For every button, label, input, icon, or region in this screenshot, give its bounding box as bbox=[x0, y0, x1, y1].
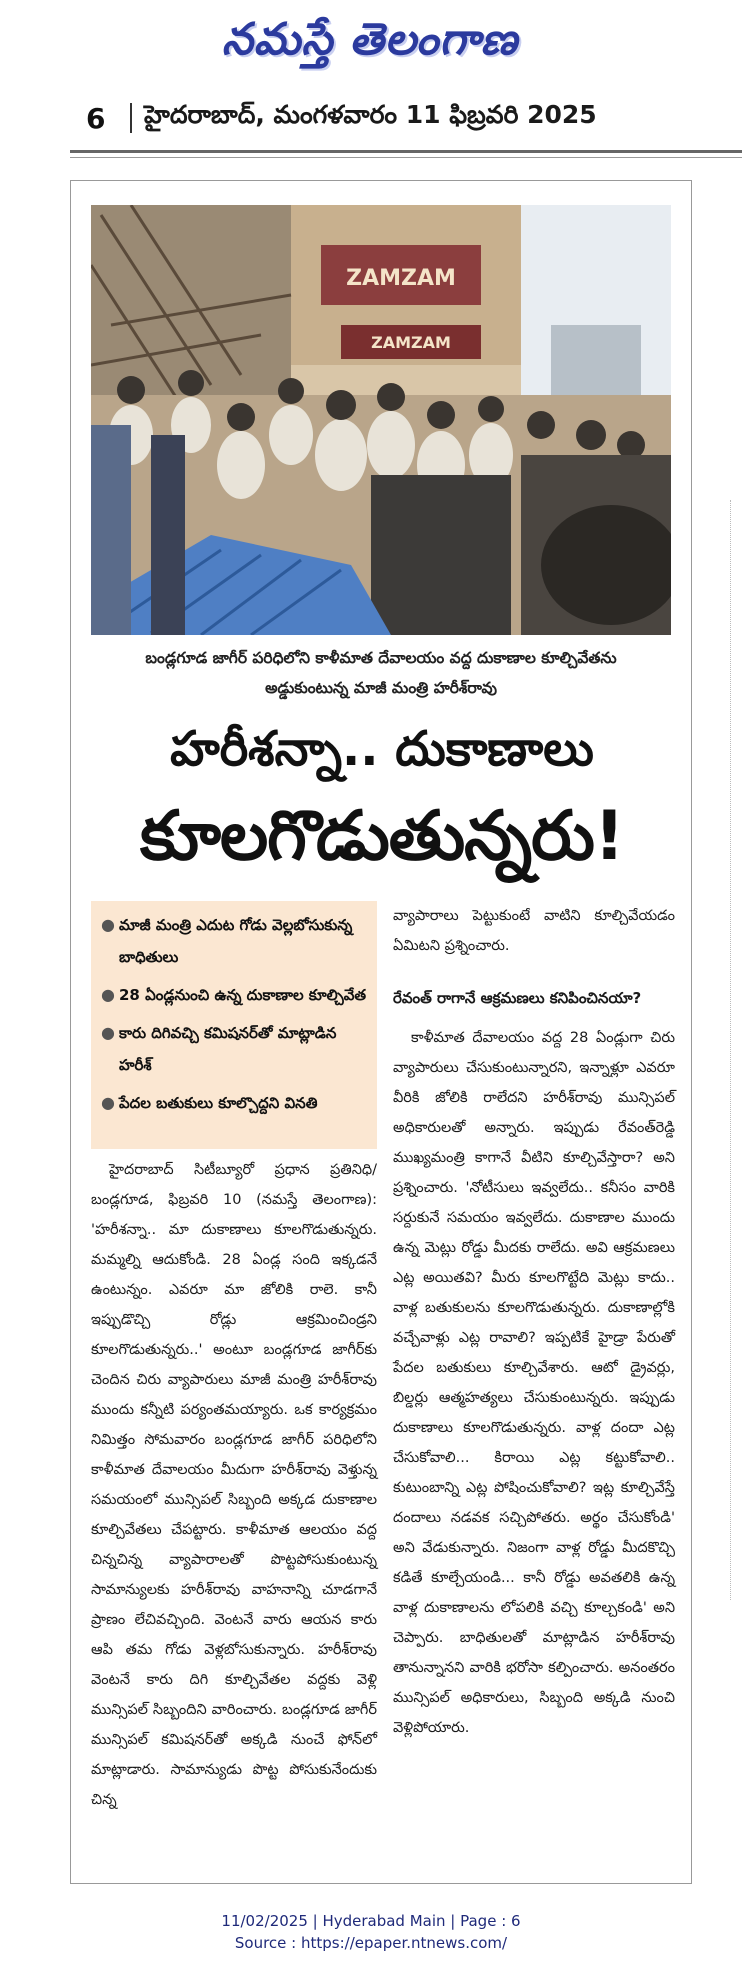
article-photo bbox=[91, 205, 671, 635]
shop-sign: ZAMZAM bbox=[346, 266, 456, 291]
bullet-dot-icon: ● bbox=[101, 915, 115, 934]
highlight-text: 28 ఏండ్లనుంచి ఉన్న దుకాణాల కూల్చివేత bbox=[119, 986, 367, 1004]
headline-line-1: హరీశన్నా.. దుకాణాలు bbox=[170, 721, 594, 777]
adjacent-column-edge bbox=[730, 500, 742, 1600]
masthead-rule-thin bbox=[70, 157, 742, 158]
page-footer bbox=[0, 1910, 742, 1954]
highlight-item bbox=[101, 979, 371, 1011]
edition-info: 11/02/2025 | Hyderabad Main | Page : 6 bbox=[221, 1912, 521, 1930]
highlight-text: మాజీ మంత్రి ఎదుట గోడు వెల్లబోసుకున్న బాధితులు bbox=[119, 916, 353, 966]
highlights-box bbox=[91, 901, 377, 1149]
newspaper-logo: నమస్తే తెలంగాణ bbox=[221, 14, 519, 65]
shop-sign-lower: ZAMZAM bbox=[371, 333, 451, 352]
highlight-item bbox=[101, 1087, 371, 1119]
highlight-item bbox=[101, 909, 371, 973]
body-paragraph: హైదరాబాద్ సిటీబ్యూరో ప్రధాన ప్రతినిధి/బండ్లగూడ, ఫిబ్రవరి 10 (నమస్తే తెలంగాణ): 'హరీశన్నా.. మా దుకాణాలు కూలగొడుతున్నరు. మమ్మల్ని ఆదుకోండి. 28 ఏండ్ల సంది ఇక్కడనే ఉంటున్నం. ఎవరూ మా జోలికి రాలె. కానీ ఇప్పుడొచ్చి రోడ్లు ఆక్రమించిండ్రని కూలగొడుతున్నరు..' అంటూ బండ్లగూడ జాగీర్‌కు చెందిన చిరు వ్యాపారులు మాజీ మంత్రి హరీశ్‌రావు ముందు కన్నీటి పర్యంతమయ్యారు. ఒక కార్యక్రమం నిమిత్తం సోమవారం బండ్లగూడ జాగీర్ పరిధిలోని కాళీమాత దేవాలయం మీదుగా హరీశ్‌రావు వెళ్తున్న సమయంలో మున్సిపల్ సిబ్బంది అక్కడ దుకాణాల కూల్చివేతలు చేపట్టారు. కాళీమాత ఆలయం వద్ద చిన్నచిన్న వ్యాపారాలతో పొట్టపోసుకుంటున్న సామాన్యులకు హరీశ్‌రావు వాహనాన్ని చూడగానే ప్రాణం లేచివచ్చింది. వెంటనే వారు ఆయన కారు ఆపి తమ గోడు వెళ్లబోసుకున్నారు. హరీశ్‌రావు వెంటనే కారు దిగి కూల్చివేతల వద్దకు వెళ్లి మున్సిపల్ సిబ్బందిని వారించారు. బండ్లగూడ జాగీర్ మున్సిపల్ కమిషనర్‌తో అక్కడి నుంచే ఫోన్‌లో మాట్లాడారు. సామాన్యుడు పొట్ట పోసుకునేందుకు చిన్న bbox=[91, 1162, 377, 1808]
body-paragraph: కాళీమాత దేవాలయం వద్ద 28 ఏండ్లుగా చిరు వ్యాపారులు చేసుకుంటున్నారని, ఇన్నాళ్లూ ఎవరూ వీరికి జోలికి రాలేదని హరీశ్‌రావు మున్సిపల్ అధికారులతో అన్నారు. ఇప్పుడు రేవంత్‌రెడ్డి ముఖ్యమంత్రి కాగానే వీటిని కూల్చివేస్తారా? అని ప్రశ్నించారు. 'నోటీసులు ఇవ్వలేదు.. కనీసం వారికి సర్దుకునే సమయం ఇవ్వలేదు. దుకాణాల ముందు ఉన్న మెట్లు రోడ్డు మీదకు రాలేదు. అవి ఆక్రమణలు ఎట్ల అయితవి? మీరు కూలగొట్టేది మెట్లు కాదు.. వాళ్ల బతుకులను కూలగొడుతున్నరు. దుకాణాల్లోకి వచ్చేవాళ్లు ఎట్ల రావాలి? ఇప్పటికే హైడ్రా పేరుతో పేదల బతుకులు కూల్చివేశారు. ఆటో డ్రైవర్లు, బిల్డర్లు ఆత్మహత్యలు చేసుకుంటున్నరు. ఇప్పుడు దుకాణాలు కూలగొడుతున్నరు. వాళ్ల దందా ఎట్ల చేసుకోవాలి... కిరాయి ఎట్ల కట్టుకోవాలి.. కుటుంబాన్ని ఎట్ల పోషించుకోవాలి? ఇట్ల కూల్చివేస్తే దందాలు నడవక సచ్చిపోతరు. అర్థం చేసుకోండి' అని వేడుకున్నారు. నిజంగా వాళ్ల రోడ్డు మీదకొచ్చి కడితే కూల్చేయండి... కానీ రోడ్డు అవతలికి ఉన్న వాళ్ల దుకాణాలను లోపలికి వచ్చి కూల్చకండి' అని చెప్పారు. బాధితులతో మాట్లాడిన హరీశ్‌రావు తానున్నానని వారికి భరోసా కల్పించారు. అనంతరం మున్సిపల్ అధికారులు, సిబ్బంది అక్కడి నుంచి వెళ్లిపోయారు. bbox=[393, 1030, 675, 1736]
masthead bbox=[0, 0, 742, 160]
bullet-dot-icon: ● bbox=[101, 985, 115, 1004]
page-number: 6 bbox=[86, 101, 106, 135]
body-column-right bbox=[393, 901, 675, 1743]
photo-caption: బండ్లగూడ జాగీర్ పరిధిలోని కాళీమాత దేవాలయం వద్ద దుకాణాల కూల్చివేతను అడ్డుకుంటున్న మాజీ మంత్రి హరీశ్‌రావు bbox=[145, 649, 617, 697]
body-column-left bbox=[91, 1155, 377, 1815]
news-article bbox=[70, 180, 692, 1884]
highlight-text: పేదల బతుకులు కూల్చొద్దని వినతి bbox=[119, 1094, 318, 1112]
dateline-divider bbox=[130, 103, 132, 133]
street-scene-photo bbox=[91, 205, 671, 635]
body-paragraph-intro: వ్యాపారాలు పెట్టుకుంటే వాటిని కూల్చివేయడం ఏమిటని ప్రశ్నించారు. bbox=[393, 908, 675, 954]
source-link[interactable]: Source : https://epaper.ntnews.com/ bbox=[234, 1934, 508, 1952]
highlight-item bbox=[101, 1017, 371, 1081]
headline-line-2: కూలగొడుతున్నరు! bbox=[140, 797, 624, 876]
highlight-text: కారు దిగివచ్చి కమిషనర్‌తో మాట్లాడిన హరీశ్ bbox=[119, 1024, 337, 1074]
masthead-rule bbox=[70, 150, 742, 153]
sub-heading: రేవంత్ రాగానే ఆక్రమణలు కనిపించినయా? bbox=[393, 989, 642, 1007]
bullet-dot-icon: ● bbox=[101, 1093, 115, 1112]
bullet-dot-icon: ● bbox=[101, 1023, 115, 1042]
date-text: హైదరాబాద్, మంగళవారం 11 ఫిబ్రవరి 2025 bbox=[144, 100, 597, 129]
dateline bbox=[86, 98, 597, 138]
